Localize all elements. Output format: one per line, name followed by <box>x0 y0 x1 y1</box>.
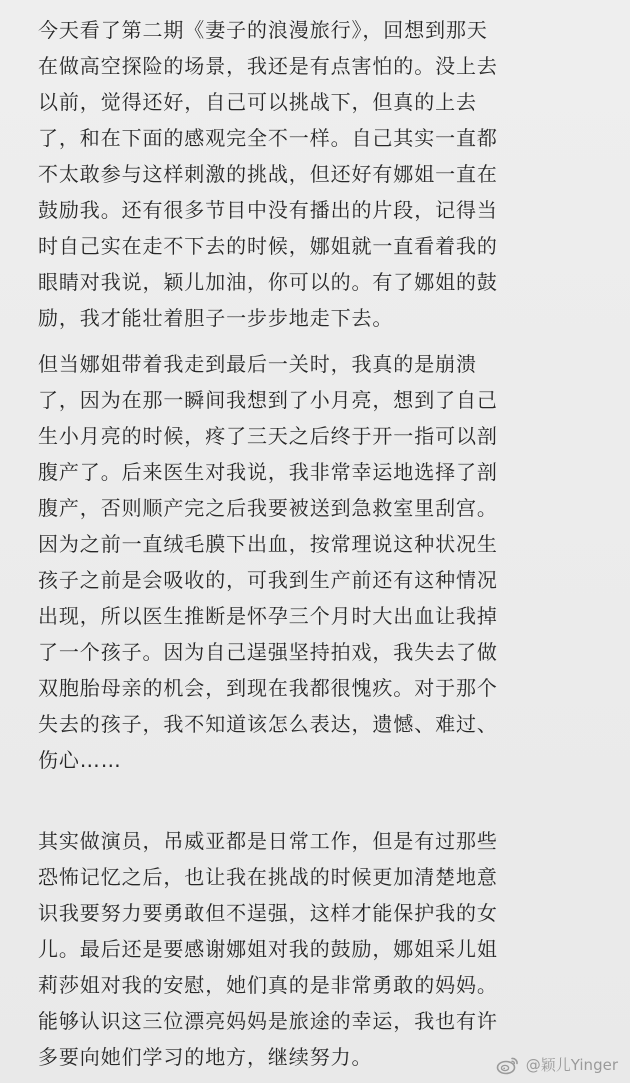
paragraph-2 <box>0 346 630 778</box>
text-line: 眼睛对我说，颖儿加油，你可以的。有了娜姐的鼓 <box>38 270 498 294</box>
text-line: 了，因为在那一瞬间我想到了小月亮，想到了自己 <box>38 388 498 412</box>
weibo-watermark <box>496 1054 618 1075</box>
weibo-icon <box>496 1055 520 1075</box>
text-line: 伤心…… <box>38 748 122 772</box>
text-line: 以前，觉得还好，自己可以挑战下，但真的上去 <box>38 90 477 114</box>
text-line: 腹产了。后来医生对我说，我非常幸运地选择了剖 <box>38 460 498 484</box>
text-line: 时自己实在走不下去的时候，娜姐就一直看着我的 <box>38 234 498 258</box>
text-line: 励，我才能壮着胆子一步步地走下去。 <box>38 306 394 330</box>
paragraph-3 <box>0 823 630 1075</box>
text-line: 双胞胎母亲的机会，到现在我都很愧疚。对于那个 <box>38 676 498 700</box>
text-line: 其实做演员，吊威亚都是日常工作，但是有过那些 <box>38 829 498 853</box>
text-line: 不太敢参与这样刺激的挑战，但还好有娜姐一直在 <box>38 162 498 186</box>
text-line: 今天看了第二期《妻子的浪漫旅行》，回想到那天 <box>38 18 488 42</box>
text-line: 孩子之前是会吸收的，可我到生产前还有这种情况 <box>38 568 498 592</box>
text-line: 出现，所以医生推断是怀孕三个月时大出血让我掉 <box>38 604 498 628</box>
text-line: 恐怖记忆之后，也让我在挑战的时候更加清楚地意 <box>38 865 498 889</box>
text-line: 能够认识这三位漂亮妈妈是旅途的幸运，我也有许 <box>38 1009 498 1033</box>
text-line: 识我要努力要勇敢但不逞强，这样才能保护我的女 <box>38 901 498 925</box>
text-line: 莉莎姐对我的安慰，她们真的是非常勇敢的妈妈。 <box>38 973 498 997</box>
text-line: 了，和在下面的感观完全不一样。自己其实一直都 <box>38 126 498 150</box>
paragraph-1 <box>0 12 630 336</box>
text-line: 因为之前一直绒毛膜下出血，按常理说这种状况生 <box>38 532 498 556</box>
text-line: 但当娜姐带着我走到最后一关时，我真的是崩溃 <box>38 352 477 376</box>
text-line: 腹产，否则顺产完之后我要被送到急救室里刮宫。 <box>38 496 498 520</box>
text-line: 鼓励我。还有很多节目中没有播出的片段，记得当 <box>38 198 498 222</box>
text-line: 生小月亮的时候，疼了三天之后终于开一指可以剖 <box>38 424 498 448</box>
text-line: 在做高空探险的场景，我还是有点害怕的。没上去 <box>38 54 498 78</box>
text-line: 了一个孩子。因为自己逞强坚持拍戏，我失去了做 <box>38 640 498 664</box>
text-line: 失去的孩子，我不知道该怎么表达，遗憾、难过、 <box>38 712 498 736</box>
text-line: 儿。最后还是要感谢娜姐对我的鼓励，娜姐采儿姐 <box>38 937 498 961</box>
text-line: 多要向她们学习的地方，继续努力。 <box>38 1045 373 1069</box>
watermark-handle: @颖儿Yinger <box>525 1056 618 1074</box>
